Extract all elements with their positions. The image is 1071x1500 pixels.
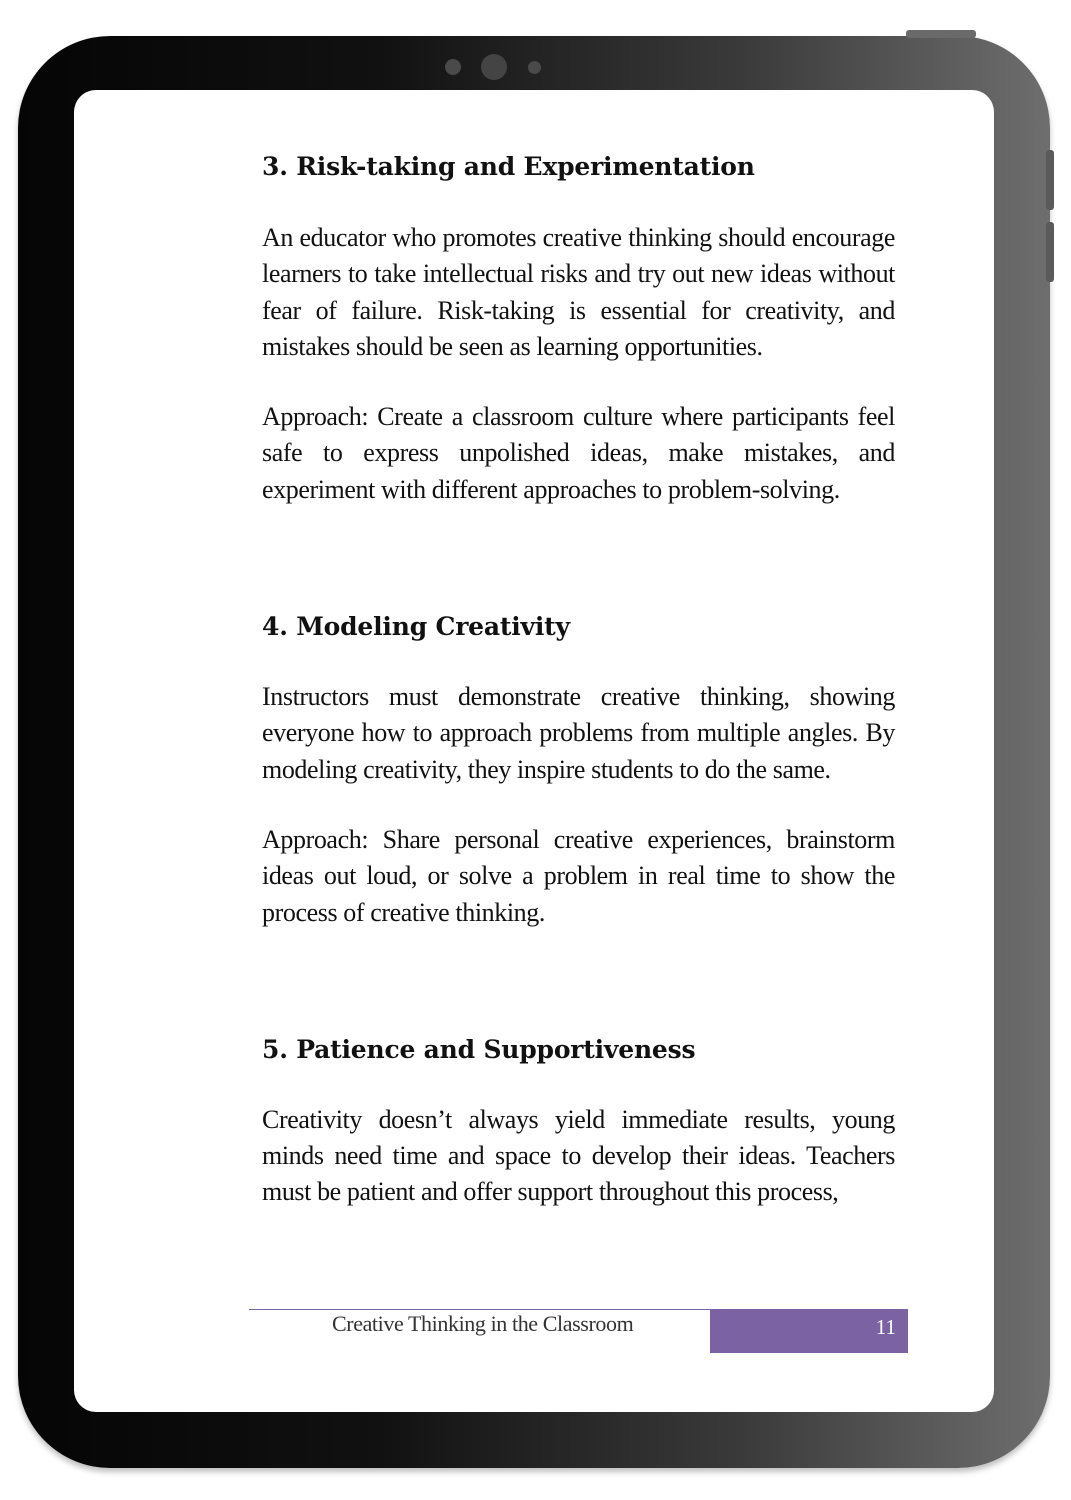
sensor-dot-icon [528,61,541,74]
section-body: Instructors must demonstrate creative thinking, showing everyone how to approach problems from multiple angles. By modeling creativity, they inspire students to do the same. [262,682,895,784]
page-number: 11 [875,1315,896,1339]
page-content [262,150,895,1211]
power-button [906,30,976,38]
volume-up-button [1046,150,1054,210]
footer-title: Creative Thinking in the Classroom [332,1311,634,1336]
volume-down-button [1046,222,1054,282]
section-heading: 5. Patience and Supportiveness [262,1034,696,1064]
section-body: An educator who promotes creative thinking should encourage learners to take intellectual risks and try out new ideas without fear of failure. Risk-taking is essential for creativity, and mistakes should be seen as learning opportunities. [262,223,895,361]
section-heading: 4. Modeling Creativity [262,612,570,642]
section-body: Creativity doesn’t always yield immediate results, young minds need time and space to develop their ideas. Teachers must be patient and offer support throughout this process, [262,1104,895,1207]
sensor-icon [445,59,461,75]
section-approach: Approach: Create a classroom culture where participants feel safe to express unpolished ideas, make mistakes, and experiment with different approaches to problem-solving. [262,402,895,504]
camera-icon [481,54,507,80]
section-approach: Approach: Share personal creative experiences, brainstorm ideas out loud, or solve a problem in real time to show the process of creative thinking. [262,824,895,927]
document-page[interactable] [74,90,994,1412]
section-heading: 3. Risk-taking and Experimentation [262,152,755,181]
page-number-badge [710,1309,908,1353]
